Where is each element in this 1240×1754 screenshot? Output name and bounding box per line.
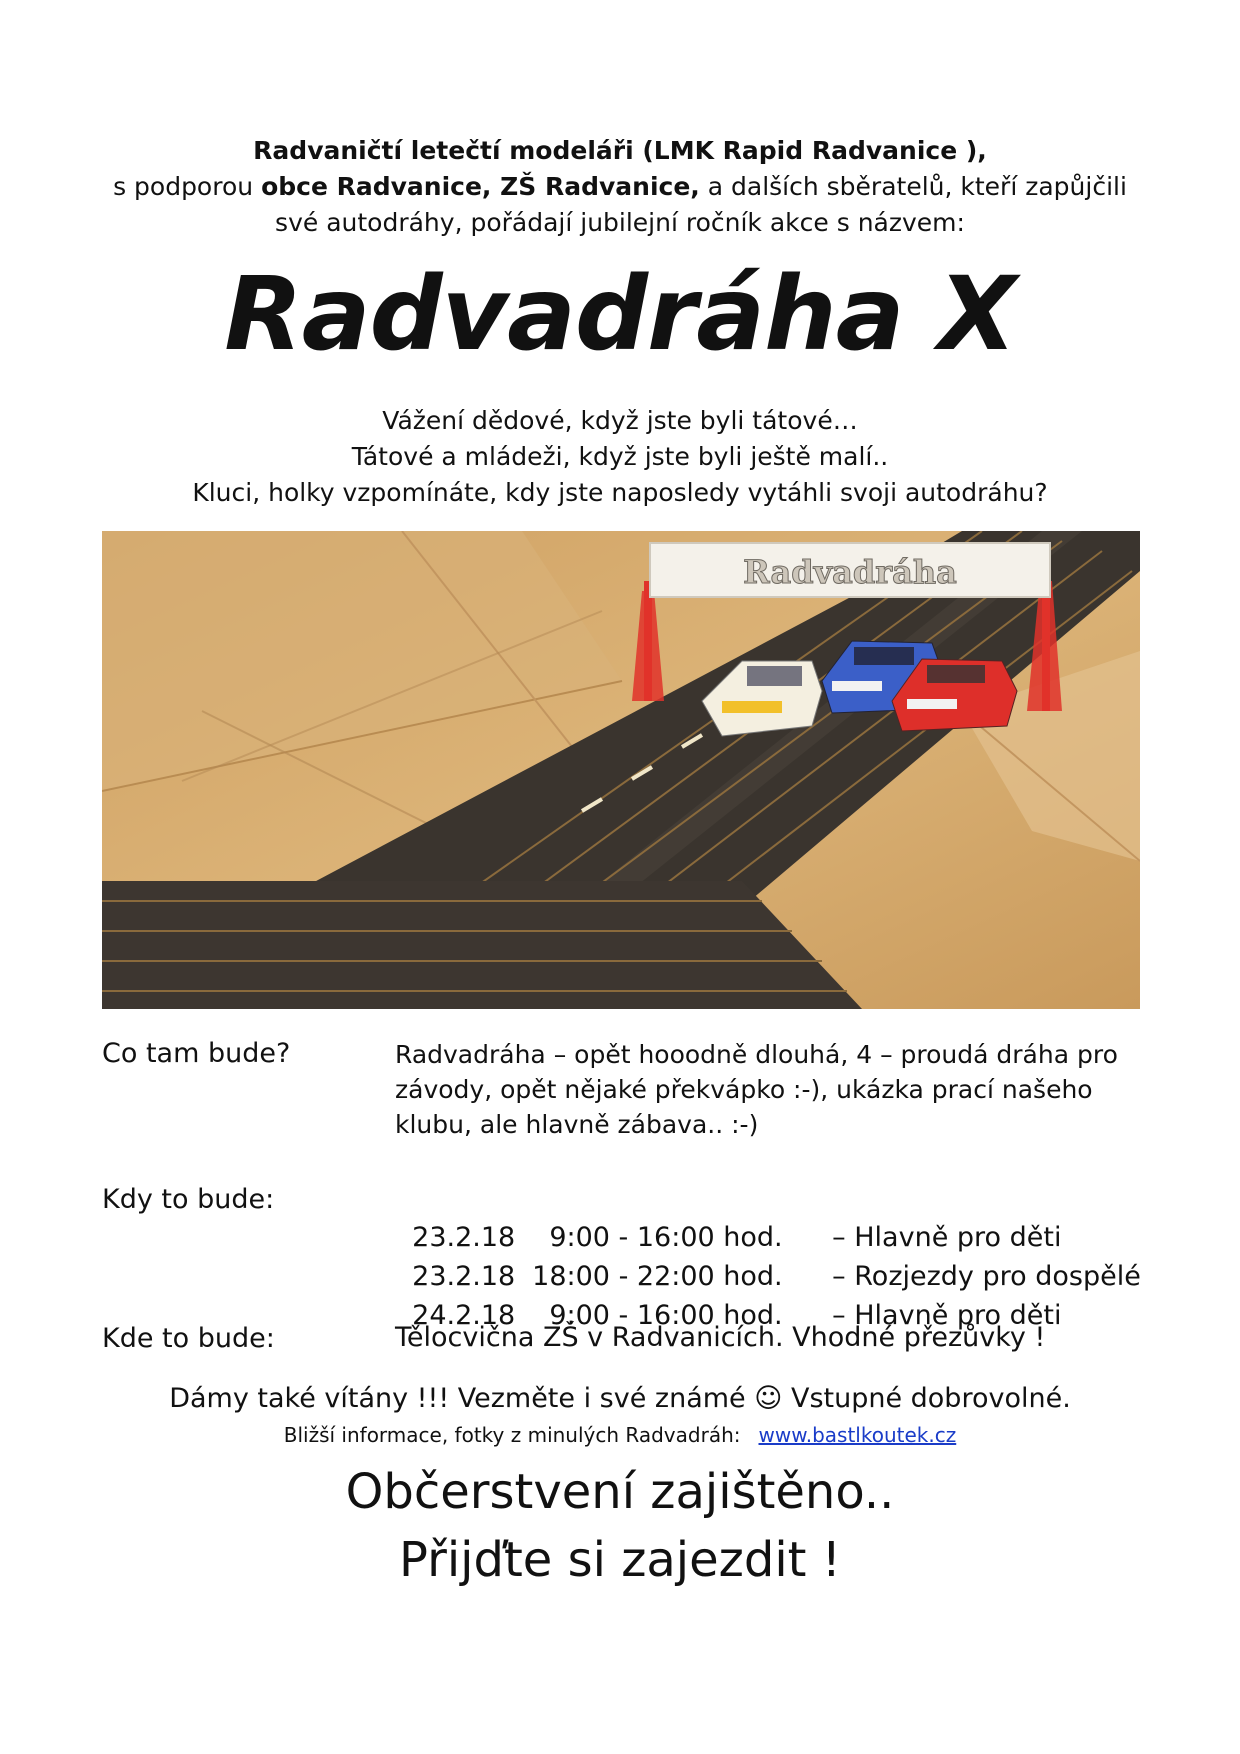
schedule-desc: – Hlavně pro děti [832,1300,1062,1331]
website-link[interactable]: www.bastlkoutek.cz [758,1423,957,1447]
greeting-line-3: Kluci, holky vzpomínáte, kdy jste naposledy vytáhli svoji autodráhu? [192,478,1048,507]
schedule-time: 18:00 - 22:00 hod. [532,1261,783,1292]
greeting [0,403,1240,511]
greeting-line-1: Vážení dědové, když jste byli tátové… [382,406,858,435]
schedule-desc: – Hlavně pro děti [832,1222,1062,1253]
footer-invite: Přijďte si zajezdit ! [399,1532,841,1588]
when-label: Kdy to bude: [102,1184,275,1215]
event-title: Radvadráha X [224,255,1016,374]
intro-line-2: s podporou obce Radvanice, ZŠ Radvanice, a dalších sběratelů, kteří zapůjčili [113,172,1127,201]
schedule-date: 23.2.18 [412,1261,516,1292]
schedule-time: 9:00 - 16:00 hod. [532,1222,783,1253]
where-label: Kde to bude: [102,1323,275,1354]
more-info [0,1421,1240,1449]
schedule-time: 9:00 - 16:00 hod. [532,1300,783,1331]
slot-car-track-photo [102,531,1140,1009]
banner-text: Radvadráha [743,553,957,591]
intro-line-1: Radvaničtí letečtí modeláři (LMK Rapid Radvanice ), [253,136,987,165]
what-label: Co tam bude? [102,1038,291,1069]
schedule-date: 24.2.18 [412,1300,516,1331]
notes: Dámy také vítány !!! Vezměte i své známé ☺ Vstupné dobrovolné. [169,1383,1071,1414]
where-text: Tělocvična ZŠ v Radvanicích. Vhodné přezůvky ! [395,1322,1046,1353]
what-text: Radvadráha – opět hooodně dlouhá, 4 – proudá dráha pro závody, opět nějaké překvápko :-), ukázka prací našeho klubu, ale hlavně zábava.. :-) [395,1040,1118,1139]
schedule-date: 23.2.18 [412,1222,516,1253]
footer-refreshments: Občerstvení zajištěno.. [345,1464,895,1520]
schedule-desc: – Rozjezdy pro dospělé [832,1261,1141,1292]
more-info-text: Bližší informace, fotky z minulých Radvadráh: [283,1423,741,1447]
greeting-line-2: Tátové a mládeži, když jste byli ještě malí.. [351,442,889,471]
intro-line-3: své autodráhy, pořádají jubilejní ročník akce s názvem: [275,208,965,237]
intro [0,133,1240,241]
